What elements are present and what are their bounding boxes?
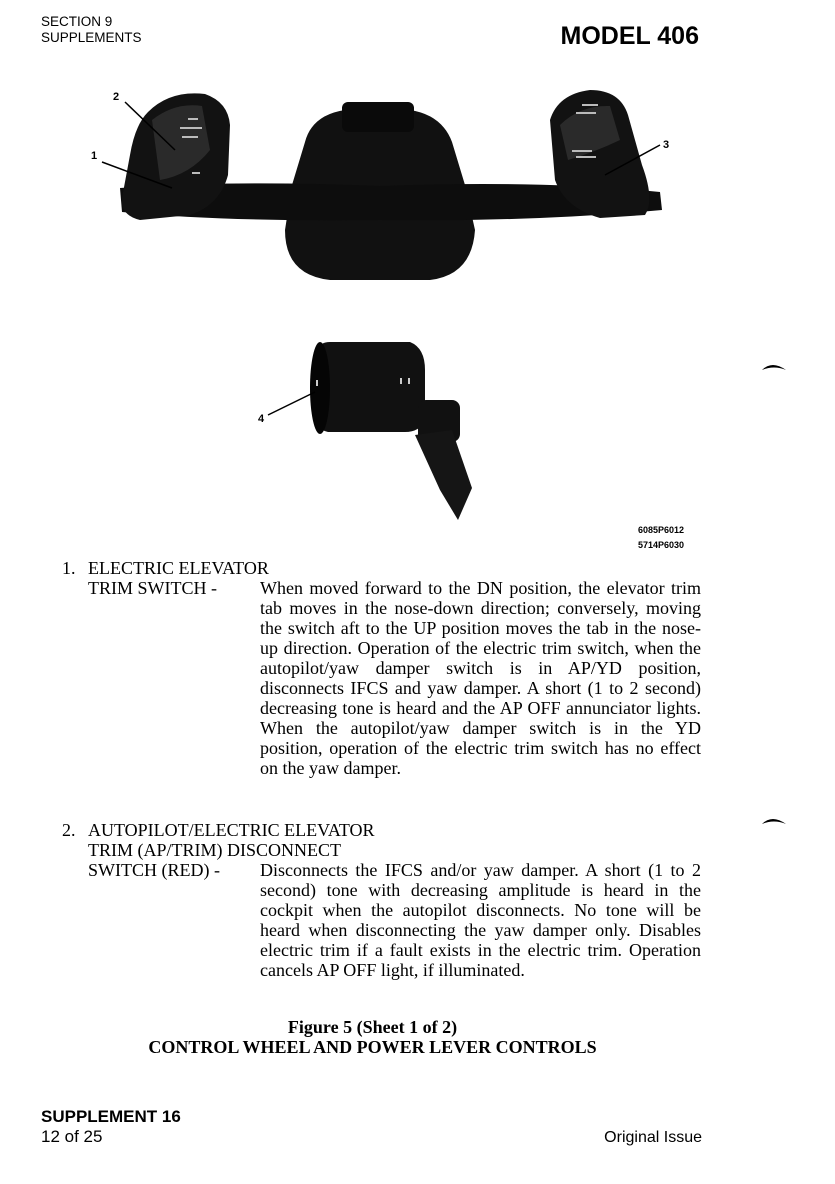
item-2-number: 2.	[62, 820, 76, 840]
item-1-title-line-1: ELECTRIC ELEVATOR	[88, 558, 269, 578]
item-1-number: 1.	[62, 558, 76, 578]
callout-2: 2	[113, 91, 120, 103]
item-2-title-line-2: TRIM (AP/TRIM) DISCONNECT	[88, 840, 342, 860]
callout-1: 1	[91, 150, 98, 162]
revision-mark-icon	[760, 812, 790, 828]
item-1-description: When moved forward to the DN position, the elevator trim tab moves in the nose-down direction; conversely, moving the switch aft to the UP position moves the tab in the nose-up direction. Operation of the electric trim switch, when the autopilot/yaw damper switch is in AP/YD position, disconnects IFCS and yaw damper. A short (1 to 2 second) decreasing tone is heard and the AP OFF annunciator lights. When the autopilot/yaw damper switch is in the YD position, operation of the electric trim switch has no effect on the yaw damper.	[260, 578, 701, 778]
item-2-title-line-3: SWITCH (RED) -	[88, 860, 220, 880]
item-2-title-line-1: AUTOPILOT/ELECTRIC ELEVATOR	[88, 820, 375, 840]
issue-label: Original Issue	[604, 1129, 702, 1146]
power-lever-illustration	[268, 342, 472, 520]
subsection-label: SUPPLEMENTS	[41, 30, 142, 45]
model-title: MODEL 406	[560, 22, 699, 50]
revision-mark-icon	[760, 358, 790, 374]
item-1-title-line-2: TRIM SWITCH -	[88, 578, 217, 598]
footer-left	[41, 1107, 181, 1147]
control-wheel-figure	[80, 80, 700, 525]
callout-3: 3	[663, 139, 670, 151]
item-2-description: Disconnects the IFCS and/or yaw damper. A short (1 to 2 second) tone with decreasing amplitude is heard in the cockpit when the autopilot disconnects. No tone will be heard when disconnecting the yaw damper only. Disables electric trim if a fault exists in the electric trim. Operation cancels AP OFF light, if illuminated.	[260, 860, 701, 980]
part-number-2: 5714P6030	[638, 540, 685, 550]
control-wheel-illustration	[102, 90, 662, 280]
part-number-1: 6085P6012	[638, 525, 685, 535]
supplement-label: SUPPLEMENT 16	[41, 1107, 181, 1126]
figure-caption-line-2: CONTROL WHEEL AND POWER LEVER CONTROLS	[148, 1037, 597, 1057]
figure-caption-line-1: Figure 5 (Sheet 1 of 2)	[287, 1017, 458, 1037]
section-header	[41, 14, 142, 46]
callout-4: 4	[258, 413, 265, 425]
section-label: SECTION 9	[41, 14, 113, 29]
page-number: 12 of 25	[41, 1127, 103, 1146]
